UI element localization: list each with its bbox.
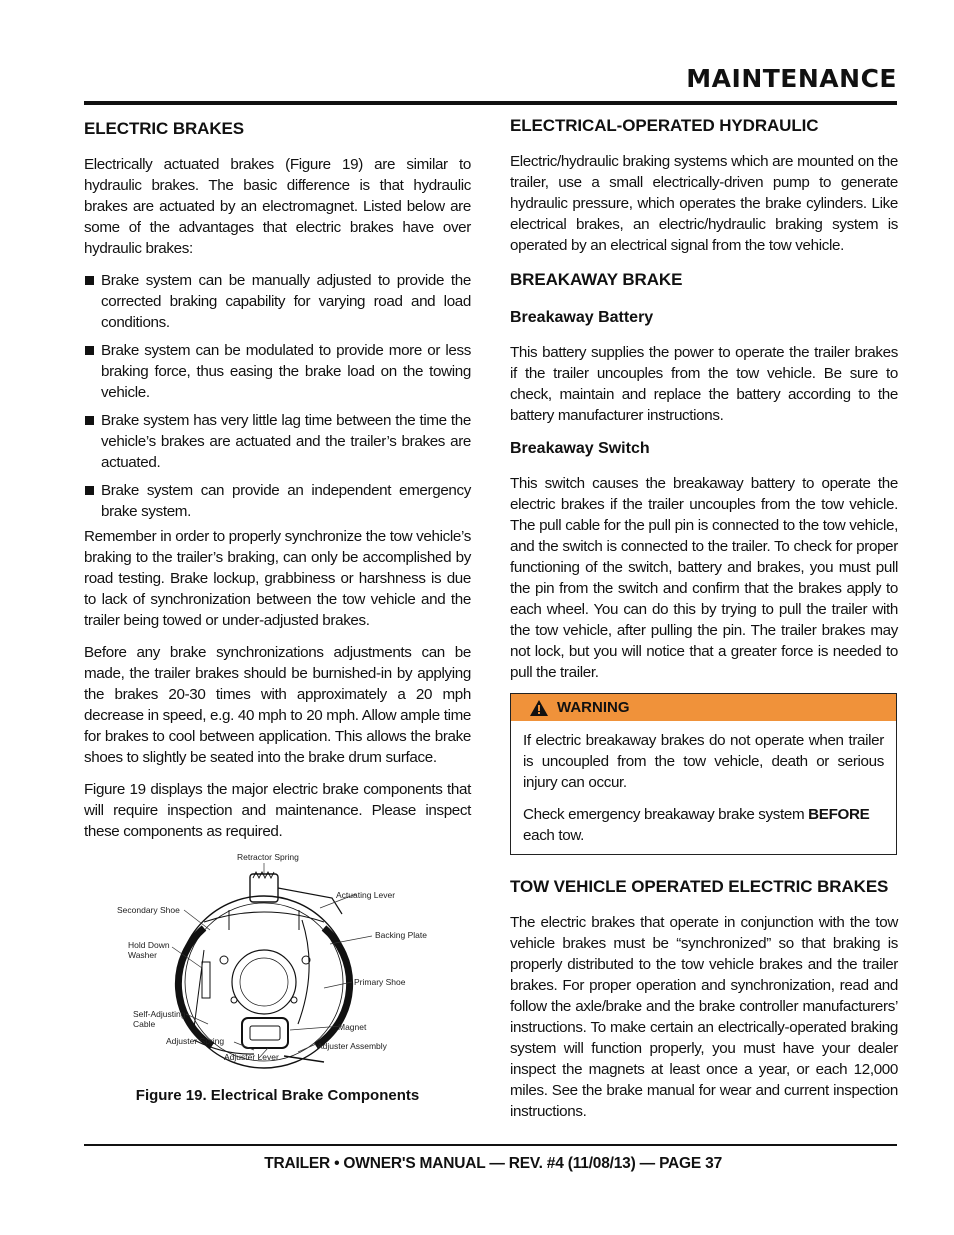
secondary-shoe-shape	[178, 928, 212, 1046]
warning-title: WARNING	[557, 699, 630, 716]
warning-triangle-icon	[529, 699, 549, 717]
bullet-square-icon	[85, 346, 94, 355]
breakaway-switch-heading: Breakaway Switch	[510, 440, 650, 457]
label-secondary-shoe: Secondary Shoe	[117, 905, 180, 915]
list-item	[84, 480, 471, 522]
breakaway-battery-heading: Breakaway Battery	[510, 309, 654, 326]
bullet-square-icon	[85, 416, 94, 425]
brake-diagram	[84, 850, 471, 1104]
electric-brakes-heading: ELECTRIC BRAKES	[84, 119, 245, 138]
label-magnet: Magnet	[338, 1022, 367, 1032]
warning-text-2-bold: BEFORE	[808, 806, 870, 823]
label-adjuster-assembly: Adjuster Assembly	[317, 1041, 387, 1051]
list-item-text: Brake system can provide an independent emergency brake system.	[101, 482, 471, 520]
label-hold-down-2: Washer	[128, 950, 157, 960]
warning-text-2-post: each tow.	[523, 827, 585, 844]
warning-text-1: If electric breakaway brakes do not operate when trailer is uncoupled from the tow vehicle, death or serious injury can occur.	[523, 732, 884, 791]
brake-diagram-svg	[84, 850, 471, 1078]
list-item	[84, 270, 471, 333]
electric-brakes-intro: Electrically actuated brakes (Figure 19) are similar to hydraulic brakes. The basic difference is that hydraulic brakes are actuated by an electromagnet. Listed below are some of the advantages that electric brakes have over hydraulic brakes:	[84, 156, 471, 257]
magnet-shape	[242, 1018, 288, 1048]
label-retractor-spring: Retractor Spring	[237, 852, 299, 862]
tow-vehicle-body: The electric brakes that operate in conjunction with the tow vehicle brakes must be “synchronized” so that braking is properly distributed to the tow vehicle brakes and the trailer brakes. For proper operation and synchronization, read and follow the axle/brake and the brake controller manufacturers’ instructions. To make certain an electrically-operated braking system will function properly, you must have your dealer inspect the magnets at least once a year, or each 12,000 miles. See the brake manual for wear and current inspection instructions.	[510, 914, 898, 1120]
bullet-square-icon	[85, 276, 94, 285]
footer-rule	[84, 1144, 897, 1146]
label-self-adjusting-1: Self-Adjusting	[133, 1009, 186, 1019]
breakaway-heading: BREAKAWAY BRAKE	[510, 270, 683, 289]
warning-header	[511, 694, 896, 721]
page-title: MAINTENANCE	[686, 64, 897, 93]
list-item-text: Brake system can be manually adjusted to provide the corrected braking capability for varying road and load conditions.	[101, 272, 471, 331]
label-hold-down-1: Hold Down	[128, 940, 170, 950]
figure-reference-paragraph: Figure 19 displays the major electric brake components that will require inspection and maintenance. Please inspect these components as required.	[84, 781, 471, 840]
figure-caption: Figure 19. Electrical Brake Components	[135, 1087, 420, 1104]
label-adjuster-spring: Adjuster Spring	[166, 1036, 225, 1046]
left-column	[84, 113, 471, 1104]
label-actuating-lever: Actuating Lever	[336, 890, 396, 900]
advantages-list	[84, 270, 471, 522]
header-rule	[84, 101, 897, 105]
warning-body	[511, 721, 896, 854]
tow-vehicle-heading: TOW VEHICLE OPERATED ELECTRIC BRAKES	[510, 877, 889, 896]
label-backing-plate: Backing Plate	[375, 930, 427, 940]
list-item-text: Brake system has very little lag time between the time the vehicle’s brakes are actuated and the trailer’s brakes are actuated.	[101, 412, 471, 471]
bullet-square-icon	[85, 486, 94, 495]
label-self-adjusting-2: Cable	[133, 1019, 156, 1029]
hydraulic-heading: ELECTRICAL-OPERATED HYDRAULIC	[510, 116, 819, 135]
page-footer: TRAILER • OWNER'S MANUAL — REV. #4 (11/08/13) — PAGE 37	[264, 1155, 722, 1172]
burnish-paragraph: Before any brake synchronizations adjustments can be made, the trailer brakes should be burnished-in by applying the brakes 20-30 times with approximately a 20 mph decrease in speed, e.g. 40 mph to 20 mph. Allow ample time for brakes to cool between application. This allows the brake shoes to slightly be seated into the brake drum surface.	[84, 644, 471, 766]
hydraulic-body: Electric/hydraulic braking systems which are mounted on the trailer, use a small electrically-driven pump to generate hydraulic pressure, which operates the brake cylinders. Like electrical brakes, an electric/hydraulic braking system is operated by an electrical signal from the tow vehicle.	[510, 153, 898, 254]
list-item	[84, 410, 471, 473]
label-primary-shoe: Primary Shoe	[354, 977, 406, 987]
list-item-text: Brake system can be modulated to provide more or less braking force, thus easing the brake load on the towing vehicle.	[101, 342, 471, 401]
breakaway-switch-body: This switch causes the breakaway battery to operate the electric brakes if the trailer uncouples from the tow vehicle. The pull cable for the pull pin is connected to the tow vehicle, and the switch is connected to the trailer. To check for proper functioning of the switch, battery and brakes, you must pull the pin from the switch and confirm that the brakes apply to each wheel. You can do this by trying to pull the trailer with the tow vehicle, after pulling the pin. The trailer brakes may not lock, but you will notice that a greater force is needed to pull the trailer.	[510, 475, 898, 681]
retractor-spring-shape	[250, 874, 278, 902]
warning-text-2	[523, 804, 884, 846]
remember-paragraph: Remember in order to properly synchronize the tow vehicle’s braking to the trailer’s braking, can only be accomplished by road testing. Brake lockup, grabbiness or harshness is due to lack of synchronization between the tow vehicle and the trailer being towed or under-adjusted brakes.	[84, 528, 471, 629]
label-adjuster-lever: Adjuster Lever	[224, 1052, 279, 1062]
warning-text-2-pre: Check emergency breakaway brake system	[523, 806, 809, 823]
breakaway-battery-body: This battery supplies the power to operate the trailer brakes if the trailer uncouples from the tow vehicle. Be sure to check, maintain and replace the battery according to the battery manufacturer instructions.	[510, 344, 898, 424]
right-column	[510, 113, 898, 1122]
warning-box	[510, 693, 897, 855]
list-item	[84, 340, 471, 403]
